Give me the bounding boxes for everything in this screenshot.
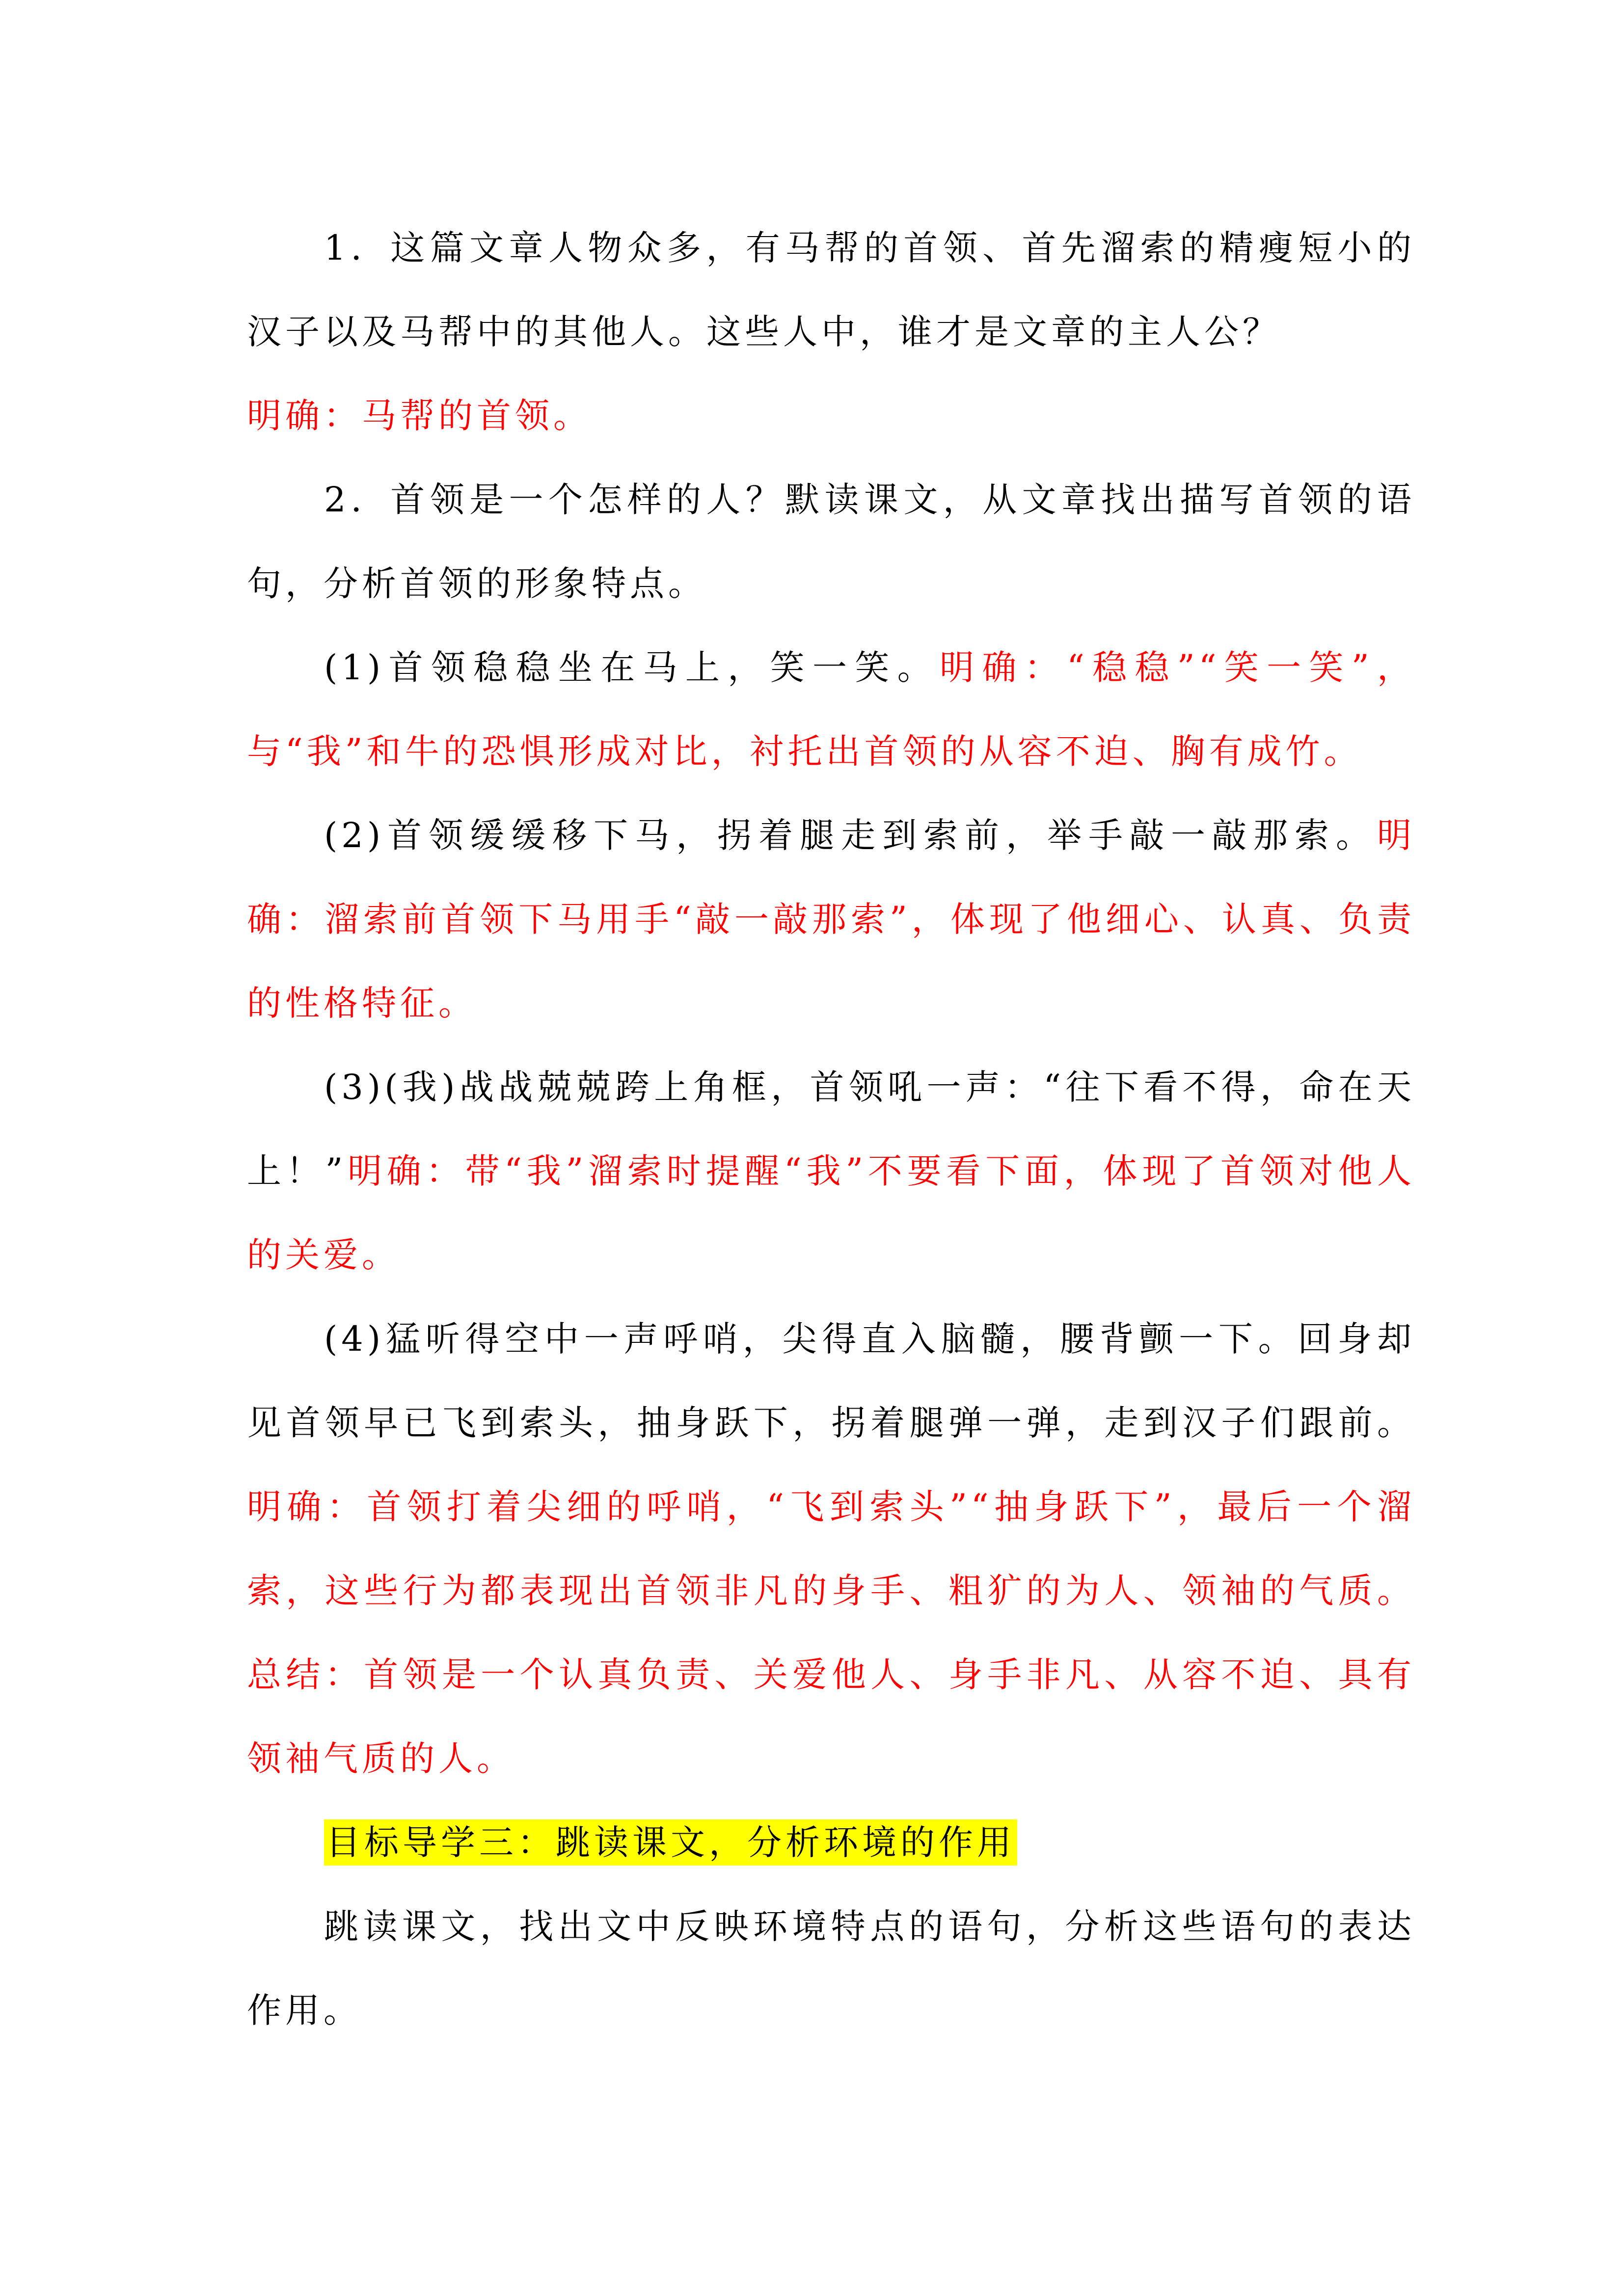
quote-item-3 [247, 1045, 1415, 1297]
quote-text: (3)(我)战战兢兢跨上角框，首领吼一声：“往下看不得，命在天上！” [247, 1067, 1415, 1191]
question-1-text: 1．这篇文章人物众多，有马帮的首领、首先溜索的精瘦短小的汉子以及马帮中的其他人。这些人中，谁才是文章的主人公？ [247, 228, 1415, 352]
section-heading-line [247, 1801, 1415, 1885]
quote-answer: 明确：溜索前首领下马用手“敲一敲那索”，体现了他细心、认真、负责的性格特征。 [247, 815, 1415, 1023]
quote-text: (2)首领缓缓移下马，拐着腿走到索前，举手敲一敲那索。 [324, 815, 1377, 855]
quote-answer: 明确：首领打着尖细的呼哨，“飞到索头”“抽身跃下”，最后一个溜索，这些行为都表现出首领非凡的身手、粗犷的为人、领袖的气质。总结：首领是一个认真负责、关爱他人、身手非凡、从容不迫、具有领袖气质的人。 [247, 1487, 1415, 1779]
section-text: 跳读课文，找出文中反映环境特点的语句，分析这些语句的表达作用。 [247, 1906, 1415, 2030]
question-1 [247, 206, 1415, 374]
question-2 [247, 458, 1415, 626]
quote-answer: 明确：“稳稳”“笑一笑”，与“我”和牛的恐惧形成对比，衬托出首领的从容不迫、胸有成竹。 [247, 647, 1415, 772]
quote-item-2 [247, 794, 1415, 1045]
document-body [247, 206, 1415, 2053]
quote-text: (4)猛听得空中一声呼哨，尖得直入脑髓，腰背颤一下。回身却见首领早已飞到索头，抽身跃下，拐着腿弹一弹，走到汉子们跟前。 [247, 1319, 1415, 1443]
quote-item-4 [247, 1297, 1415, 1801]
section-heading: 目标导学三：跳读课文，分析环境的作用 [324, 1819, 1017, 1866]
quote-item-1 [247, 626, 1415, 794]
question-1-answer: 明确：马帮的首领。 [247, 396, 592, 436]
question-2-text: 2．首领是一个怎样的人？默读课文，从文章找出描写首领的语句，分析首领的形象特点。 [247, 480, 1415, 604]
quote-text: (1)首领稳稳坐在马上，笑一笑。 [324, 647, 940, 688]
quote-answer: 明确：带“我”溜索时提醒“我”不要看下面，体现了首领对他人的关爱。 [247, 1151, 1415, 1275]
